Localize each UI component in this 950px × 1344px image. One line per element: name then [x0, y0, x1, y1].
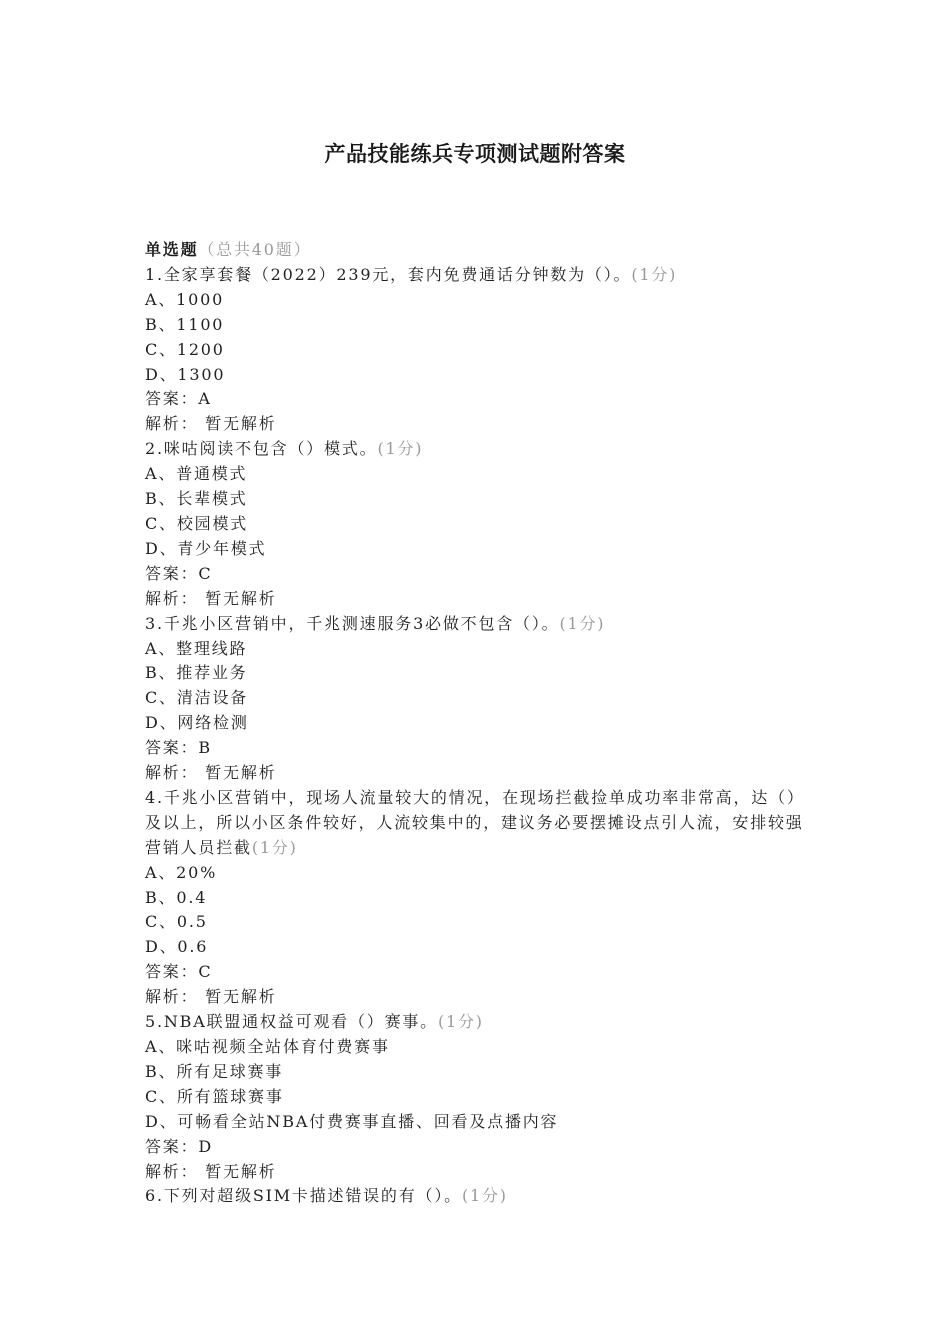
option-c: C、清洁设备 [145, 688, 249, 708]
option-d: D、0.6 [145, 937, 209, 957]
analysis-line [145, 761, 805, 786]
analysis-line [145, 587, 805, 612]
option-c: C、0.5 [145, 912, 208, 932]
analysis-line [145, 412, 805, 437]
question-score: (1分) [559, 613, 606, 633]
option-d: D、可畅看全站NBA付费赛事直播、回看及点播内容 [145, 1111, 559, 1131]
question-stem [145, 612, 805, 637]
answer-line [145, 960, 805, 985]
question-score: (1分) [437, 1012, 484, 1032]
answer-prefix: 答案： [145, 563, 199, 583]
document-title: 产品技能练兵专项测试题附答案 [324, 141, 626, 166]
answer-line [145, 736, 805, 761]
question-stem [145, 1184, 805, 1209]
question-stem [145, 786, 805, 861]
question-score: (1分) [461, 1186, 508, 1206]
answer-prefix: 答案： [145, 962, 199, 982]
answer-value: D [198, 1136, 214, 1156]
answer-line [145, 1135, 805, 1160]
answer-prefix: 答案： [145, 1136, 199, 1156]
question-stem [145, 437, 805, 462]
question-stem [145, 263, 805, 288]
question-score: (1分) [377, 439, 424, 459]
option-b: B、长辈模式 [145, 489, 248, 509]
question-text: 1.全家享套餐（2022）239元，套内免费通话分钟数为（）。 [145, 264, 632, 284]
answer-value: C [198, 962, 213, 982]
analysis-prefix: 解析： [145, 1161, 199, 1181]
section-count-note: （总共40题） [198, 240, 312, 259]
answer-value: C [198, 563, 213, 583]
option-d: D、网络检测 [145, 713, 249, 733]
analysis-value: 暂无解析 [205, 763, 277, 783]
option-b: B、0.4 [145, 887, 208, 907]
option-c: C、所有篮球赛事 [145, 1086, 284, 1106]
section-heading [145, 238, 805, 263]
section-label: 单选题 [145, 240, 199, 259]
analysis-line [145, 985, 805, 1010]
question-text: 2.咪咕阅读不包含（）模式。 [145, 439, 378, 459]
option-a: A、20% [145, 862, 218, 882]
question-text: 5.NBA联盟通权益可观看（）赛事。 [145, 1012, 438, 1032]
analysis-line [145, 1160, 805, 1185]
analysis-value: 暂无解析 [205, 987, 277, 1007]
option-a: A、整理线路 [145, 638, 248, 658]
answer-prefix: 答案： [145, 738, 199, 758]
analysis-value: 暂无解析 [205, 1161, 277, 1181]
question-text: 6.下列对超级SIM卡描述错误的有（）。 [145, 1186, 462, 1206]
option-c: C、1200 [145, 339, 225, 359]
option-a: A、1000 [145, 289, 225, 309]
option-b: B、1100 [145, 314, 225, 334]
option-b: B、推荐业务 [145, 663, 248, 683]
option-c: C、校园模式 [145, 513, 249, 533]
option-a: A、普通模式 [145, 464, 248, 484]
answer-value: A [198, 389, 212, 409]
question-text: 3.千兆小区营销中，千兆测速服务3必做不包含（）。 [145, 613, 560, 633]
option-b: B、所有足球赛事 [145, 1061, 284, 1081]
question-list [145, 238, 805, 1209]
question-score: (1分) [251, 837, 298, 857]
analysis-prefix: 解析： [145, 414, 199, 434]
analysis-value: 暂无解析 [205, 414, 277, 434]
question-score: (1分) [631, 264, 678, 284]
question-stem [145, 1010, 805, 1035]
answer-line [145, 562, 805, 587]
option-d: D、青少年模式 [145, 538, 267, 558]
analysis-prefix: 解析： [145, 588, 199, 608]
option-a: A、咪咕视频全站体育付费赛事 [145, 1037, 390, 1056]
question-text: 4.千兆小区营销中，现场人流量较大的情况，在现场拦截捡单成功率非常高，达（）及以上，所以小区条件较好，人流较集中的，建议务必要摆摊设点引人流，安排较强营销人员拦截 [145, 787, 805, 857]
answer-value: B [198, 738, 212, 758]
analysis-prefix: 解析： [145, 763, 199, 783]
analysis-value: 暂无解析 [205, 588, 277, 608]
option-d: D、1300 [145, 364, 226, 384]
analysis-prefix: 解析： [145, 987, 199, 1007]
answer-line [145, 387, 805, 412]
answer-prefix: 答案： [145, 389, 199, 409]
